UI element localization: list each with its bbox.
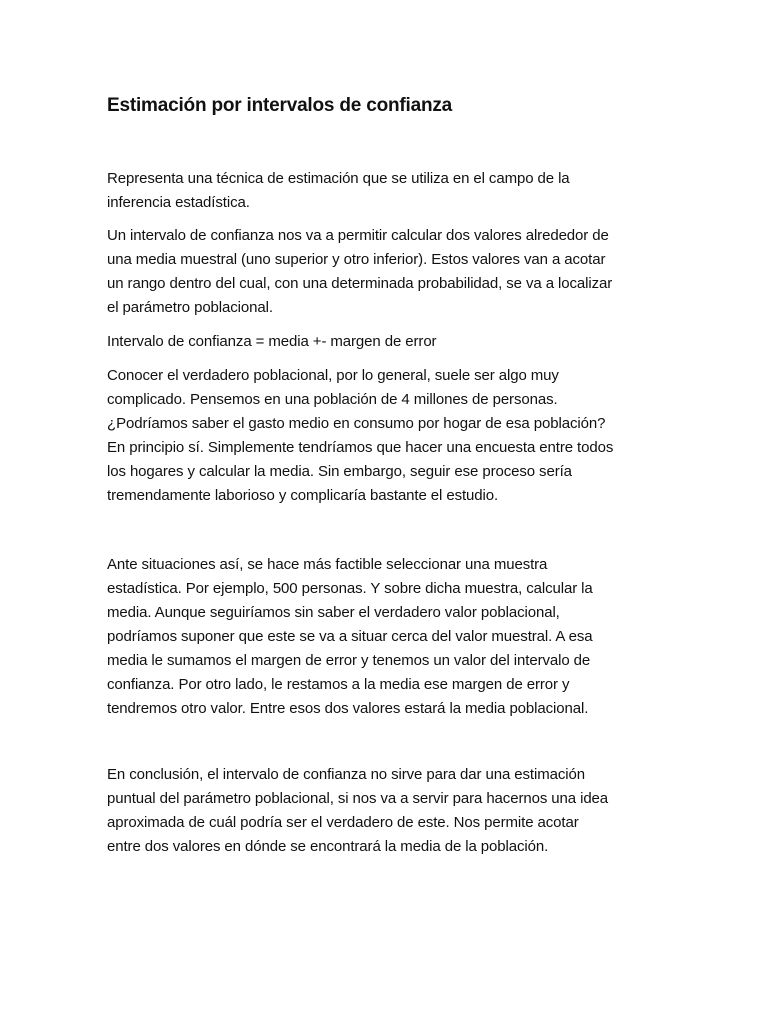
paragraph-intro: Representa una técnica de estimación que se utiliza en el campo de la inferencia estadística. (107, 170, 570, 211)
paragraph-sample: Ante situaciones así, se hace más factible seleccionar una muestra estadística. Por ejemplo, 500 personas. Y sobre dicha muestra, calcular la media. Aunque seguiríamos sin saber el verdadero valor poblacional, podríamos suponer que este se va a situar cerca del valor muestral. A esa media le sumamos el margen de error y tenemos un valor del intervalo de confianza. Por otro lado, le restamos a la media ese margen de error y tendremos otro valor. Entre esos dos valores estará la media poblacional. (107, 556, 593, 717)
paragraph-formula: Intervalo de confianza = media +- margen de error (107, 333, 437, 350)
paragraph-conclusion: En conclusión, el intervalo de confianza no sirve para dar una estimación puntual del parámetro poblacional, si nos va a servir para hacernos una idea aproximada de cuál podría ser el verdadero de este. Nos permite acotar entre dos valores en dónde se encontrará la media de la población. (107, 766, 609, 855)
paragraph-example: Conocer el verdadero poblacional, por lo general, suele ser algo muy complicado. Pensemos en una población de 4 millones de personas. ¿Podríamos saber el gasto medio en consumo por hogar de esa población? En principio sí. Simplemente tendríamos que hacer una encuesta entre todos los hogares y calcular la media. Sin embargo, seguir ese proceso sería tremendamente laborioso y complicaría bastante el estudio. (107, 367, 614, 504)
paragraph-definition: Un intervalo de confianza nos va a permitir calcular dos valores alrededor de una media muestral (uno superior y otro inferior). Estos valores van a acotar un rango dentro del cual, con una determinada probabilidad, se va a localizar el parámetro poblacional. (107, 227, 613, 316)
document-title: Estimación por intervalos de confianza (107, 95, 453, 116)
